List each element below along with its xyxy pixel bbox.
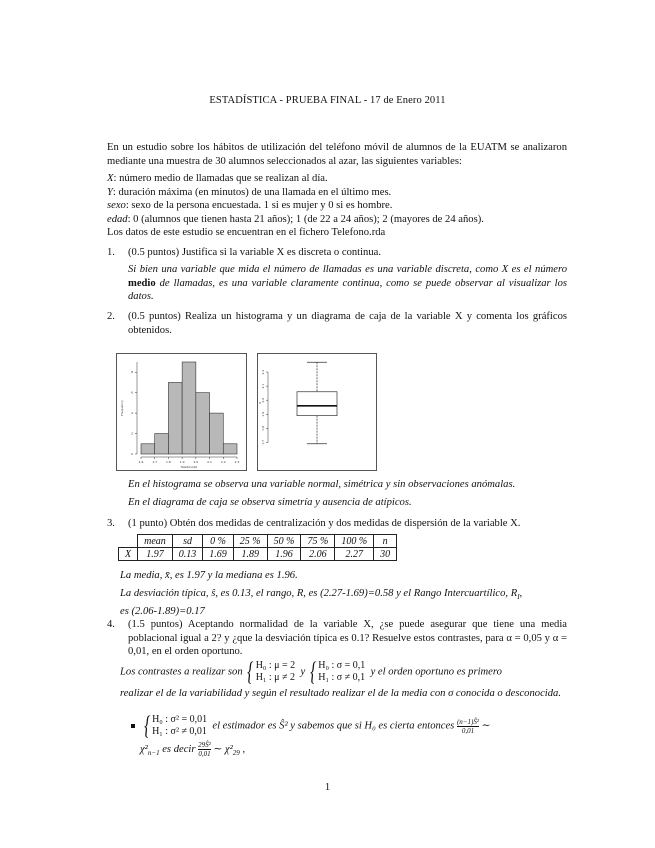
y-tick-label: 2.2 [261,369,265,375]
y-tick-label: 1.7 [261,439,265,445]
table-header-cell: sd [172,535,203,548]
q2-text: (0.5 puntos) Realiza un histograma y un diagrama de caja de la variable X y comenta los gráficos obtenidos. [128,311,567,336]
x-tick-label: 1.7 [152,460,158,464]
table-cell: 0.13 [172,548,203,561]
mean-hypotheses: H₀ : μ = 2 H₁ : μ ≠ 2 [255,660,296,683]
table-cell: 1.69 [203,548,234,561]
variable-item: X: número medio de llamadas que se realizan al día. [107,173,328,184]
boxplot-figure [257,353,377,471]
x-axis-label: Telefono$X [180,465,198,469]
y-tick-label: 2.0 [261,397,265,403]
table-cell: X [119,548,138,561]
y-tick-label: 2.1 [261,383,265,389]
variance-hypotheses: H₀ : σ² = 0,01 H₁ : σ² ≠ 0,01 [152,714,208,737]
x-tick-label: 1.9 [179,460,185,464]
variable-list [107,172,567,240]
histogram-bar [196,393,210,454]
table-header-cell: 100 % [335,535,374,548]
table-header-row [119,535,397,548]
sd-hypotheses: H₀ : σ = 0,1 H₁ : σ ≠ 0,1 [318,660,366,683]
q4-variance-test: { H₀ : σ² = 0,01 H₁ : σ² ≠ 0,01 el estimador es Ŝ² y sabemos que si H₀ es cierta entonces $\frac{\text{(n−1)Ŝ²}}{0,01}$ ∼ [131,714,567,738]
table-cell: 30 [374,548,397,561]
table-header-cell: 50 % [267,535,301,548]
box-iqr [297,392,337,416]
histogram-bar [223,444,237,454]
q3-text: (1 punto) Obtén dos medidas de centralización y dos medidas de dispersión de la variable X. [128,518,521,529]
histogram-figure [116,353,247,471]
data-file-note: Los datos de este estudio se encuentran en el fichero Telefono.rda [107,227,386,238]
q1-number: 1. [107,247,115,258]
bullet-icon [131,724,135,728]
table-header-cell: 0 % [203,535,234,548]
y-tick-label: 0 [131,452,133,456]
table-row [119,548,397,561]
histogram-bar [210,413,224,454]
q1-answer: Si bien una variable que mida el número de llamadas es una variable discreta, como X es el número medio de llamadas, es una variable claramente continua, como se puede observar al visualizar los datos. [128,264,567,302]
descriptive-table [118,534,397,561]
page-number: 1 [324,782,331,793]
variable-item: Y: duración máxima (en minutos) de una llamada en el último mes. [107,186,392,198]
y-tick-label: 8 [131,370,133,375]
y-tick-label: 4 [131,411,133,416]
table-cell: 1.96 [267,548,301,561]
variable-item: sexo: sexo de la persona encuestada. 1 si es mujer y 0 si es hombre. [107,200,393,211]
y-tick-label: 1.9 [261,411,265,417]
y-tick-label: 1.8 [261,425,265,431]
histogram-bar [182,362,196,454]
q4-answer-order: realizar el de la variabilidad y según el resultado realizar el de la media con σ conocida o desconocida. [120,688,561,699]
q4-answer-hypotheses: Los contrastes a realizar son { H₀ : μ = 2 H₁ : μ ≠ 2 y { H₀ : σ = 0,1 H₁ : σ ≠ 0,1 y el orden oportuno es primero [120,657,502,686]
q3-number: 3. [107,518,115,529]
histogram-bar [141,444,155,454]
histogram-chart [117,354,246,470]
histogram-bar [155,434,169,454]
y-tick-label: 2 [131,431,133,436]
histogram-bar [168,382,182,454]
boxplot-chart [258,354,376,470]
x-tick-label: 2.0 [193,460,199,464]
table-header-cell: 75 % [301,535,335,548]
fraction: $\frac{\text{29Ŝ²}}{0,01}$ [198,741,211,758]
variable-item: edad: 0 (alumnos que tienen hasta 21 años); 1 (de 22 a 24 años); 2 (mayores de 24 años). [107,213,484,225]
table-cell: 2.06 [301,548,335,561]
q3-answer-center: La media, x̄, es 1.97 y la mediana es 1.96. [120,570,298,581]
q4-text: (1.5 puntos) Aceptando normalidad de la variable X, ¿se puede asegurar que tiene una media poblacional igual a 2? y ¿que la desviación típica es 0.1? Resuelve estos contrastes, para α = 0,05 y α = 0,01, en el orden oportuno. [128,619,567,657]
q4-chi-line: $\chi^2_{n-1}$ es decir $\frac{\text{29Ŝ²}}{0,01}$ ∼ $\chi^2_{29}$ , [140,741,246,758]
page-title: ESTADÍSTICA - PRUEBA FINAL - 17 de Enero 2011 [209,95,446,106]
y-tick-label: 6 [131,390,133,395]
x-tick-label: 1.8 [166,460,171,464]
table-header-cell: mean [138,535,173,548]
x-tick-label: 1.6 [138,460,144,464]
table-header-cell: n [374,535,397,548]
table-header-cell: 25 % [233,535,267,548]
q4-number: 4. [107,619,115,630]
table-cell: 2.27 [335,548,374,561]
q3-answer-dispersion: La desviación típica, ŝ, es 0.13, el rango, R, es (2.27-1.69)=0.58 y el Rango Intercuartílico, $R_I$, es (2.06-1.89)=0.17 [120,588,523,617]
intro-paragraph: En un estudio sobre los hábitos de utilización del teléfono móvil de alumnos de la EUATM se analizaron mediante una muestra de 30 alumnos seleccionados al azar, las siguientes variables: [107,142,567,167]
table-cell: 1.97 [138,548,173,561]
y-axis-label: X [258,401,262,405]
y-axis-label: Frequency [120,400,124,416]
table-cell: 1.89 [233,548,267,561]
q1-text: (0.5 puntos) Justifica si la variable X es discreta o continua. [128,247,382,258]
q2-answer-boxplot: En el diagrama de caja se observa simetría y ausencia de atípicos. [128,497,412,508]
x-tick-label: 2.2 [220,460,226,464]
x-tick-label: 2.3 [234,460,240,464]
x-tick-label: 2.1 [207,460,212,464]
table-header-cell [119,535,138,548]
q2-answer-histogram: En el histograma se observa una variable normal, simétrica y sin observaciones anómalas. [128,479,516,490]
fraction: $\frac{\text{(n−1)Ŝ²}}{0,01}$ [456,717,479,735]
q2-number: 2. [107,311,115,322]
